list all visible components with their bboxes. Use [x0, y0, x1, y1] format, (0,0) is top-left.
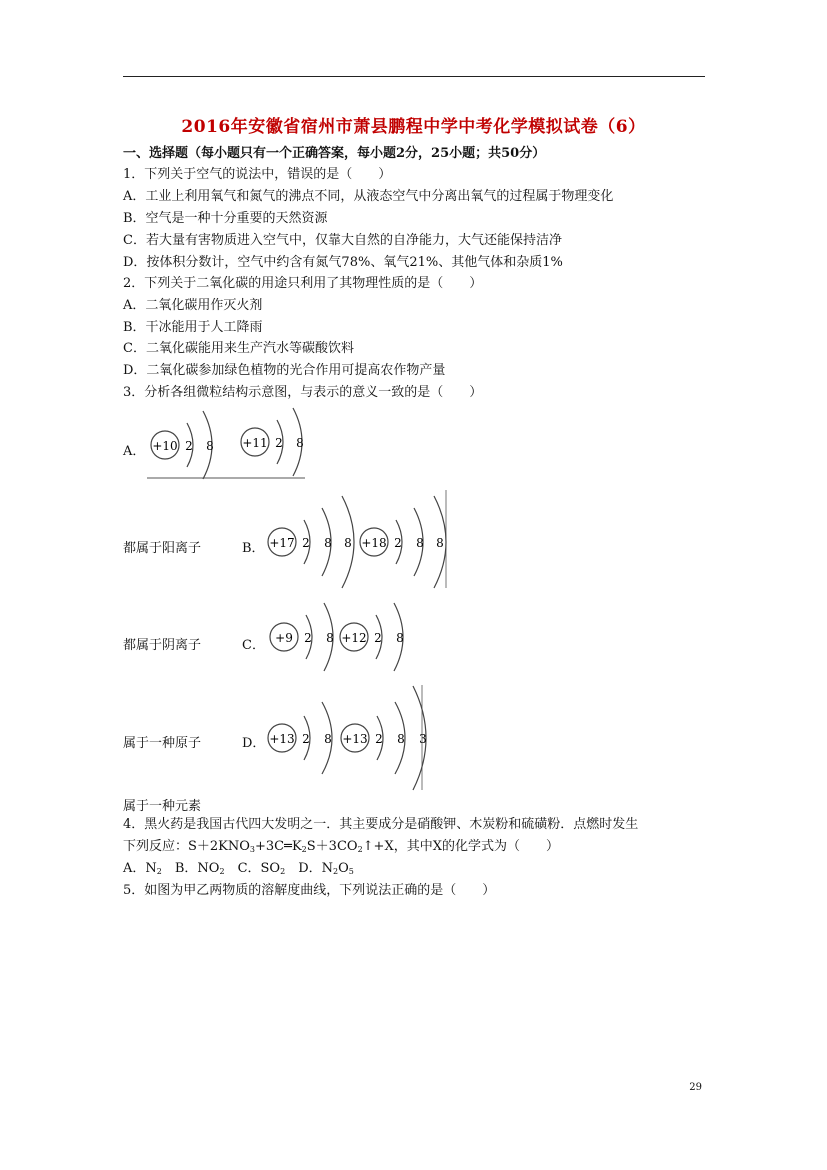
q4-option-a: A．$N_2$ — [123, 861, 162, 876]
q3-option-c-diagram — [262, 600, 432, 680]
q3-option-b-letter: B． — [242, 541, 265, 556]
q3-option-d-letter: D． — [242, 736, 266, 751]
q3-d-atom2-shell2: 8 — [397, 732, 405, 746]
q3-d-atom2-nucleus: +13 — [342, 732, 368, 746]
q3-d-atom1-shell1: 2 — [302, 732, 310, 746]
q4-options — [123, 861, 354, 877]
q3-stem: 3．分析各组微粒结构示意图，与表示的意义一致的是（ ） — [123, 385, 483, 400]
header-rule — [123, 76, 705, 77]
q3-option-c-caption: 属于一种原子 — [123, 736, 202, 751]
q3-a-atom1-nucleus: +10 — [152, 439, 178, 453]
q3-option-a-caption: 都属于阳离子 — [123, 541, 202, 556]
q3-d-atom2-shell1: 2 — [375, 732, 383, 746]
q3-d-atom1-nucleus: +13 — [269, 732, 295, 746]
q3-option-d-diagram — [262, 685, 442, 795]
q2-option-a: A．二氧化碳用作灭火剂 — [123, 298, 263, 313]
q4-option-b: B．$NO_2$ — [174, 861, 225, 876]
q3-a-atom2-shell2: 8 — [296, 436, 304, 450]
q1-stem: 1．下列关于空气的说法中，错误的是（ ） — [123, 167, 392, 182]
q3-b-atom2-shell2: 8 — [416, 536, 424, 550]
q4-stem-line1: 4．黑火药是我国古代四大发明之一．其主要成分是硝酸钾、木炭粉和硫磺粉．点燃时发生 — [123, 817, 639, 832]
q4-stem-line2: 下列反应：$S+2KNO_3+3C═K_2S+3CO_2↑+X$，其中X的化学式为（ ） — [123, 839, 559, 854]
q5-stem: 5．如图为甲乙两物质的溶解度曲线，下列说法正确的是（ ） — [123, 883, 496, 898]
q3-b-atom1-shell2: 8 — [324, 536, 332, 550]
q3-option-a-diagram — [140, 405, 310, 485]
q3-c-atom2-shell2: 8 — [396, 631, 404, 645]
q2-stem: 2．下列关于二氧化碳的用途只利用了其物理性质的是（ ） — [123, 276, 483, 291]
q3-b-atom2-nucleus: +18 — [361, 536, 387, 550]
q3-b-atom1-shell3: 8 — [344, 536, 352, 550]
q3-option-d-caption: 属于一种元素 — [123, 799, 202, 814]
q3-option-b-diagram — [262, 490, 452, 590]
section-heading: 一、选择题（每小题只有一个正确答案，每小题2分，25小题；共50分） — [123, 146, 546, 161]
q3-a-atom2-nucleus: +11 — [242, 436, 268, 450]
q4-option-c: C．$SO_2$ — [237, 861, 286, 876]
q3-b-atom1-nucleus: +17 — [269, 536, 295, 550]
q3-c-atom2-shell1: 2 — [374, 631, 382, 645]
q3-b-atom2-shell1: 2 — [394, 536, 402, 550]
q3-c-atom1-shell2: 8 — [326, 631, 334, 645]
page-number: 29 — [689, 1082, 702, 1093]
q3-a-atom1-shell2: 8 — [206, 439, 214, 453]
q1-option-a: A．工业上利用氧气和氮气的沸点不同，从液态空气中分离出氧气的过程属于物理变化 — [123, 189, 614, 204]
q3-d-atom1-shell2: 8 — [324, 732, 332, 746]
q1-option-c: C．若大量有害物质进入空气中，仅靠大自然的自净能力，大气还能保持洁净 — [123, 233, 562, 248]
page-title: 2016年安徽省宿州市萧县鹏程中学中考化学模拟试卷（6） — [181, 117, 646, 137]
q3-b-atom2-shell3: 8 — [436, 536, 444, 550]
q3-option-b-caption: 都属于阴离子 — [123, 638, 202, 653]
q3-a-atom2-shell1: 2 — [275, 436, 283, 450]
q3-c-atom2-nucleus: +12 — [341, 631, 367, 645]
q3-d-atom2-shell3: 3 — [419, 732, 427, 746]
q1-option-b: B．空气是一种十分重要的天然资源 — [123, 211, 328, 226]
q3-option-a-letter: A． — [123, 444, 146, 459]
q2-option-d: D．二氧化碳参加绿色植物的光合作用可提高农作物产量 — [123, 363, 446, 378]
q3-option-c-letter: C． — [242, 638, 265, 653]
q4-option-d: D．$N_2O_5$ — [298, 861, 354, 876]
q2-option-c: C．二氧化碳能用来生产汽水等碳酸饮料 — [123, 341, 354, 356]
q2-option-b: B．干冰能用于人工降雨 — [123, 320, 263, 335]
q3-c-atom1-shell1: 2 — [304, 631, 312, 645]
q1-option-d: D．按体积分数计，空气中约含有氮气78%、氧气21%、其他气体和杂质1% — [123, 255, 563, 270]
q3-b-atom1-shell1: 2 — [302, 536, 310, 550]
q3-a-atom1-shell1: 2 — [185, 439, 193, 453]
q3-c-atom1-nucleus: +9 — [275, 631, 293, 645]
